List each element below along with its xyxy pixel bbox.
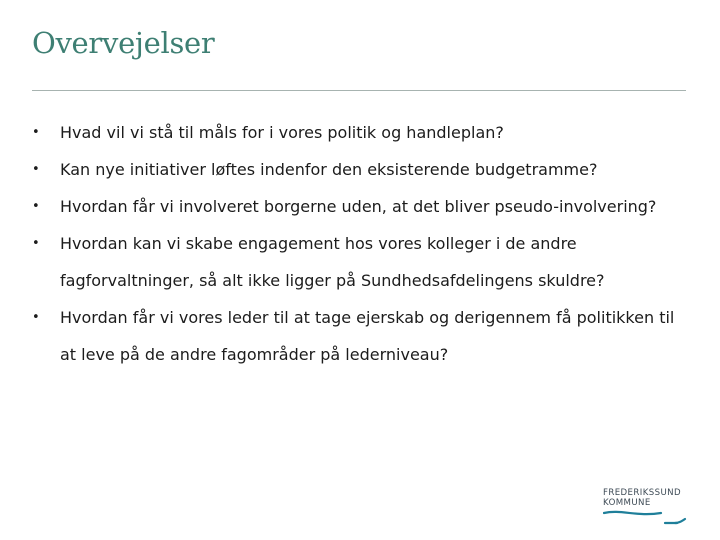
slide-title: Overvejelser [32,26,215,60]
bullet-dot-icon: • [32,310,40,325]
bullet-item [30,225,690,299]
bullet-dot-icon: • [32,125,40,140]
title-divider [32,90,686,91]
frederikssund-kommune-logo [603,488,689,528]
bullet-text: Hvordan kan vi skabe engagement hos vores kolleger i de andre fagforvaltninger, så alt ikke ligger på Sundhedsafdelingens skuldre? [60,234,605,290]
logo-line-1: FREDERIKSSUND [603,488,681,498]
bullet-dot-icon: • [32,236,40,251]
bullet-item [30,188,690,225]
bullet-dot-icon: • [32,162,40,177]
bullet-text: Hvad vil vi stå til måls for i vores politik og handleplan? [60,123,504,142]
logo-wave-icon [603,510,689,526]
bullet-text: Hvordan får vi involveret borgerne uden, at det bliver pseudo-involvering? [60,197,657,216]
bullet-text: Hvordan får vi vores leder til at tage ejerskab og derigennem få politikken til at leve på de andre fagområder på lederniveau? [60,308,675,364]
bullet-item [30,114,690,151]
logo-line-2: KOMMUNE [603,498,651,508]
bullet-dot-icon: • [32,199,40,214]
bullet-text: Kan nye initiativer løftes indenfor den eksisterende budgetramme? [60,160,598,179]
bullet-list [30,114,690,373]
bullet-item [30,151,690,188]
bullet-item [30,299,690,373]
